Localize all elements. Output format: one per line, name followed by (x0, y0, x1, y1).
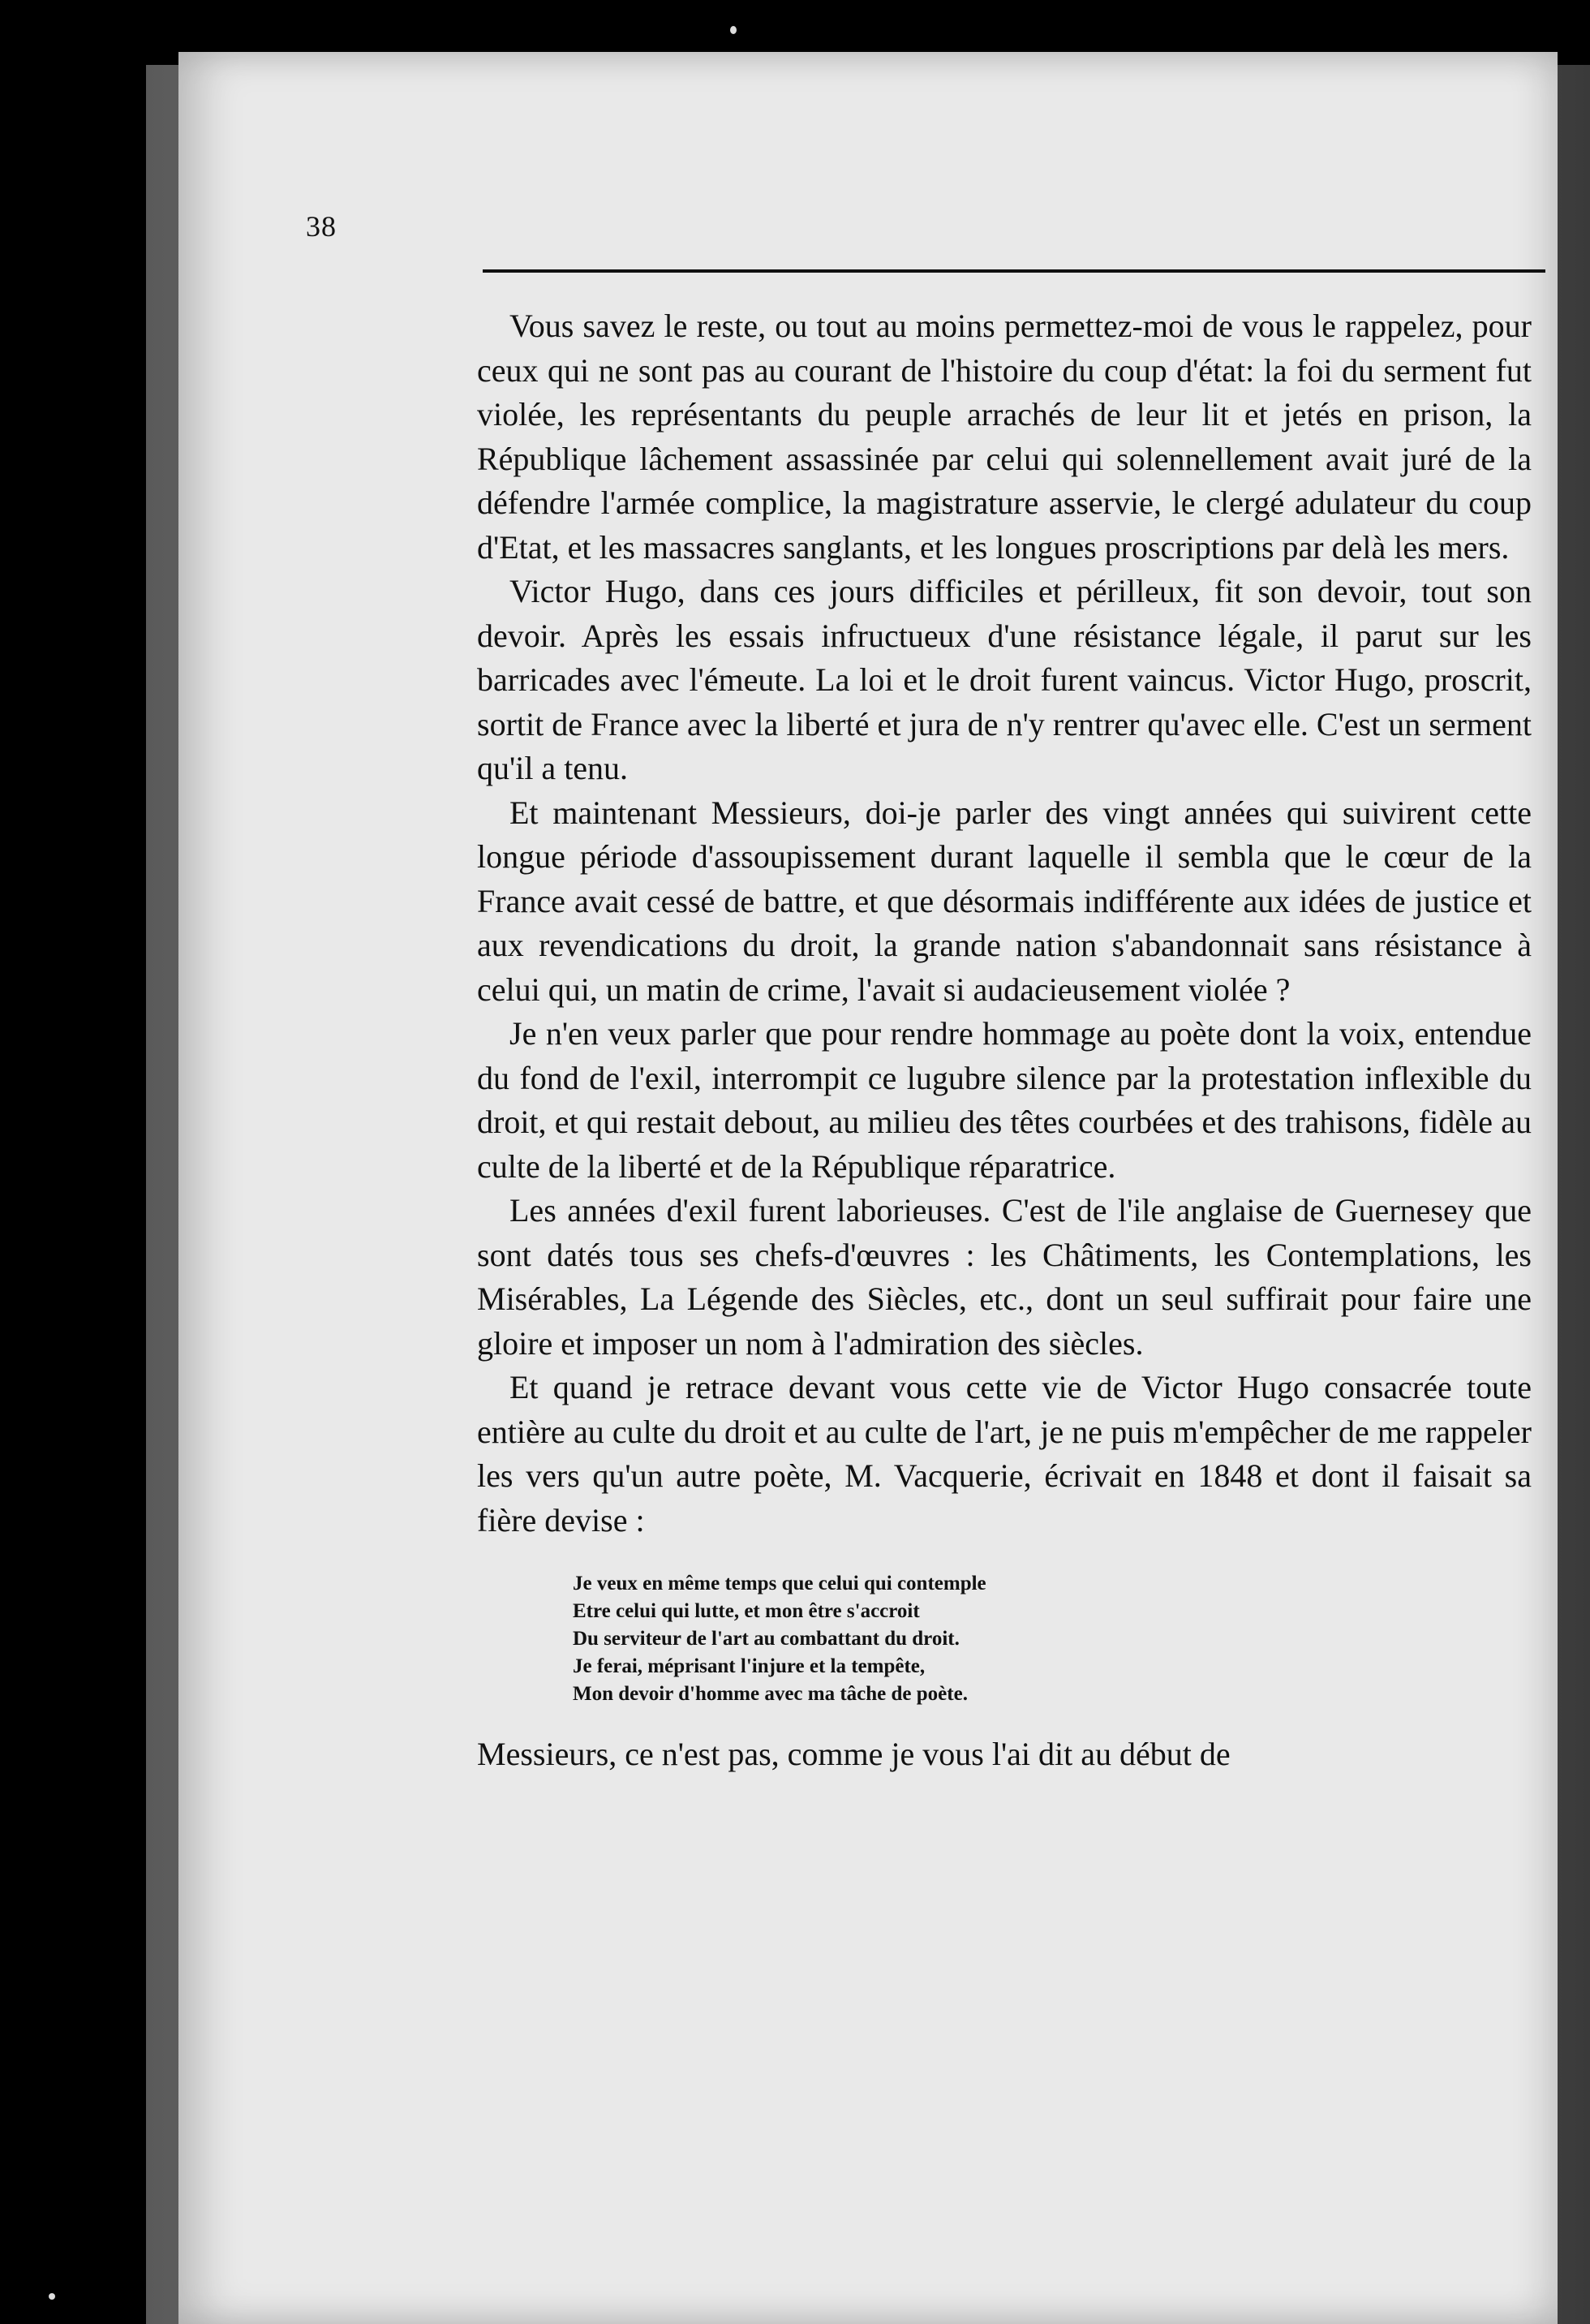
closing-line: Messieurs, ce n'est pas, comme je vous l'ai dit au début de (477, 1736, 1231, 1772)
scan-speck (49, 2293, 55, 2300)
verse-line: Etre celui qui lutte, et mon être s'accroit (573, 1600, 920, 1622)
paragraph: Et quand je retrace devant vous cette vie de Victor Hugo consacrée toute entière au culte du droit et au culte de l'art, je ne puis m'empêcher de me rappeler les vers qu'un autre poète, M. Vacquerie, écrivait en 1848 et dont il faisait sa fière devise : (477, 1369, 1532, 1539)
verse-line: Je ferai, méprisant l'injure et la tempête, (573, 1655, 926, 1677)
paragraph: Vous savez le reste, ou tout au moins permettez-moi de vous le rappelez, pour ceux qui ne sont pas au courant de l'histoire du coup d'état: la foi du serment fut violée, les représentants du peuple arrachés de leur lit et jetés en prison, la République lâchement assassinée par celui qui solennellement avait juré de la défendre l'armée complice, la magistrature asservie, le clergé adulateur du coup d'Etat, et les massacres sanglants, et les longues proscriptions par delà les mers. (477, 308, 1532, 566)
paragraph: Victor Hugo, dans ces jours difficiles et périlleux, fit son devoir, tout son devoir. Après les essais infructueux d'une résistance légale, il parut sur les barricades avec l'émeute. La loi et le droit furent vaincus. Victor Hugo, proscrit, sortit de France avec la liberté et jura de n'y rentrer qu'avec elle. C'est un serment qu'il a tenu. (477, 573, 1532, 786)
scan-speck (730, 26, 737, 34)
paragraph: Je n'en veux parler que pour rendre hommage au poète dont la voix, entendue du fond de l'exil, interrompit ce lugubre silence par la protestation inflexible du droit, et qui restait debout, au milieu des têtes courbées et des trahisons, fidèle au culte de la liberté et de la République réparatrice. (477, 1015, 1532, 1185)
header-rule (483, 269, 1545, 273)
verse-line: Du serviteur de l'art au combattant du droit. (573, 1628, 960, 1650)
verse-line: Mon devoir d'homme avec ma tâche de poète. (573, 1683, 968, 1705)
page-number: 38 (306, 210, 337, 243)
verse-quote (573, 1570, 1532, 1708)
verse-line: Je veux en même temps que celui qui contemple (573, 1573, 986, 1595)
paragraph: Et maintenant Messieurs, doi-je parler des vingt années qui suivirent cette longue période d'assoupissement durant laquelle il sembla que le cœur de la France avait cessé de battre, et que désormais indifférente aux idées de justice et aux revendications du droit, la grande nation s'abandonnait sans résistance à celui qui, un matin de crime, l'avait si audacieusement violée ? (477, 794, 1532, 1008)
body-text (477, 304, 1532, 1777)
paragraph: Les années d'exil furent laborieuses. C'est de l'ile anglaise de Guernesey que sont datés tous ses chefs-d'œuvres : les Châtiments, les Contemplations, les Misérables, La Légende des Siècles, etc., dont un seul suffirait pour faire une gloire et imposer un nom à l'admiration des siècles. (477, 1192, 1532, 1362)
